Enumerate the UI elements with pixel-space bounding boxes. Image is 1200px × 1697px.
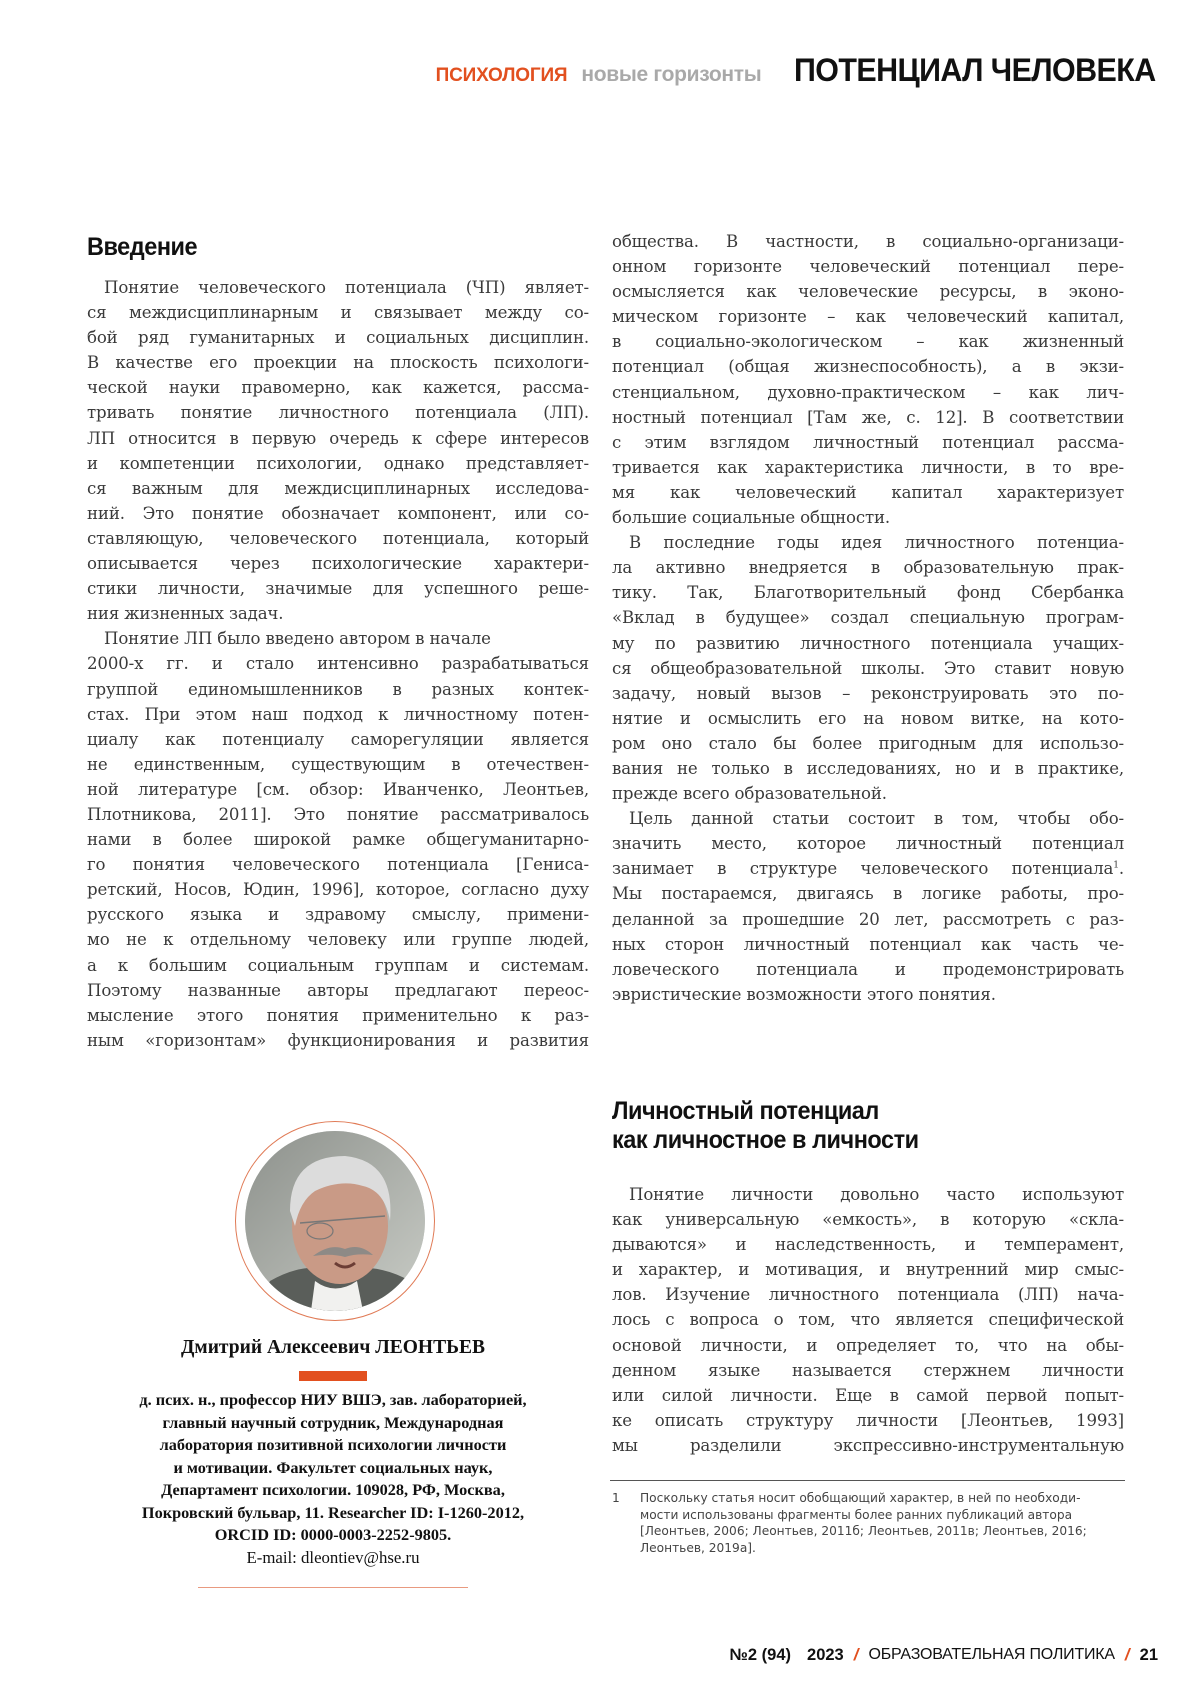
text-line: ставляющую, человеческого потенциала, который <box>87 528 589 548</box>
text-line: описывается через психологические характери- <box>87 554 589 574</box>
left-column <box>87 233 589 1053</box>
section2-heading-line: как личностное в личности <box>612 1126 919 1154</box>
text-line: стики личности, значимые для успешного реше- <box>87 579 589 599</box>
text-line: ла активно внедряется в образовательную прак- <box>612 558 1124 578</box>
text-line: ся важным для междисциплинарных исследова- <box>87 478 589 498</box>
section2-heading-line: Личностный потенциал <box>612 1097 879 1125</box>
section-title: ПОТЕНЦИАЛ ЧЕЛОВЕКА <box>794 52 1156 88</box>
text-line: потенциал (общая жизнеспособность), а в экзи- <box>612 357 1124 377</box>
slash-separator-icon: / <box>853 1645 859 1664</box>
text-line: В качестве его проекции на плоскость психологи- <box>87 353 589 373</box>
subrubric-label: новые горизонты <box>581 63 762 86</box>
text-line: дываются» и наследственность, и темперамент, <box>612 1235 1124 1255</box>
author-photo-frame <box>235 1121 435 1321</box>
text-line: стенциальном, духовно-практическом – как лич- <box>612 382 1124 402</box>
footnote-line: [Леонтьев, 2006; Леонтьев, 2011б; Леонтьев, 2011в; Леонтьев, 2016; <box>640 1524 1087 1538</box>
affiliation-line: и мотивации. Факультет социальных наук, <box>173 1457 493 1477</box>
issue-number: №2 (94) <box>729 1645 792 1664</box>
section2-heading <box>612 1097 938 1155</box>
affiliation-line: Покровский бульвар, 11. Researcher ID: I-1260-2012, <box>141 1502 525 1522</box>
text-line: общества. В частности, в социально-организаци- <box>612 232 1124 251</box>
text-line: денном языке называется стержнем личности <box>612 1360 1124 1380</box>
text-line: и компетенции психологии, однако представляет- <box>87 453 589 473</box>
text-line: группой единомышленников в разных контек- <box>87 679 589 699</box>
text-line: задачу, новый вызов – реконструировать это по- <box>612 683 1124 703</box>
text-line: мо не к отдельному человеку или группе людей, <box>87 930 589 950</box>
text-line: Понятие человеческого потенциала (ЧП) являет- <box>104 278 589 297</box>
text-line: тику. Так, Благотворительный фонд Сбербанка <box>612 583 1124 603</box>
text-line: ловеческого потенциала и продемонстрировать <box>612 959 1124 979</box>
footnote-line: Поскольку статья носит обобщающий характер, в ней по необходи- <box>640 1491 1081 1505</box>
author-photo <box>245 1131 425 1311</box>
text-line: 2000-х гг. и стало интенсивно разрабатываться <box>87 654 589 674</box>
intro-heading: Введение <box>87 233 198 261</box>
text-line: ЛП относится в первую очередь к сфере интересов <box>87 428 589 448</box>
journal-name: ОБРАЗОВАТЕЛЬНАЯ ПОЛИТИКА <box>868 1646 1115 1663</box>
text-line: или силой личности. Еще в самой первой попыт- <box>612 1385 1124 1405</box>
text-line: ний. Это понятие обозначает компонент, или со- <box>87 503 589 523</box>
text-line: деланной за прошедшие 20 лет, рассмотреть с раз- <box>612 909 1124 929</box>
text-line: Поэтому названные авторы предлагают переос- <box>87 980 589 1000</box>
text-line: эвристические возможности этого понятия. <box>612 984 996 1004</box>
text-line: онном горизонте человеческий потенциал пере- <box>612 257 1124 277</box>
text-segment: . <box>1118 859 1124 879</box>
text-line: циалу как потенциалу саморегуляции является <box>87 729 589 749</box>
affiliation-line: лаборатория позитивной психологии личности <box>159 1435 507 1454</box>
accent-bar <box>299 1371 367 1381</box>
text-line: как универсальную «емкость», в которую «скла- <box>612 1210 1124 1230</box>
footnote-divider <box>610 1480 1125 1481</box>
text-line: ностный потенциал [Там же, с. 12]. В соответствии <box>612 407 1124 427</box>
text-line: В последние годы идея личностного потенциа- <box>629 533 1124 553</box>
footnote <box>612 1490 1122 1556</box>
text-line: бой ряд гуманитарных и социальных дисциплин. <box>87 328 589 348</box>
text-line: а к большим социальным группам и системам. <box>87 955 589 975</box>
author-name: Дмитрий Алексеевич ЛЕОНТЬЕВ <box>181 1337 485 1358</box>
text-line: Плотникова, 2011]. Это понятие рассматривалось <box>87 804 589 824</box>
text-line: мическом горизонте – как человеческий капитал, <box>612 307 1124 327</box>
text-line: большие социальные общности. <box>612 508 891 528</box>
author-divider <box>198 1587 468 1588</box>
page-footer <box>730 1645 1158 1665</box>
running-header <box>436 52 1156 89</box>
text-line: нами в более широкой рамке общегуманитарно- <box>87 830 589 850</box>
text-line: осмысляется как человеческие ресурсы, в эконо- <box>612 282 1124 302</box>
affiliation-line: Департамент психологии. 109028, РФ, Москва, <box>161 1480 505 1499</box>
text-line: вания не только в исследованиях, но и в практике, <box>612 758 1124 778</box>
text-line: тривается как характеристика личности, в то вре- <box>612 457 1124 477</box>
affiliation-line: д. псих. н., профессор НИУ ВШЭ, зав. лабораторией, <box>139 1390 527 1409</box>
text-line: Мы постараемся, двигаясь в логике работы, про- <box>612 884 1124 904</box>
footnote-number: 1 <box>612 1491 620 1505</box>
text-line: ретский, Носов, Юдин, 1996], которое, согласно духу <box>87 880 589 900</box>
text-segment: занимает в структуре человеческого потенциала <box>612 859 1114 879</box>
footnote-line: мости использованы фрагменты более ранних публикаций автора <box>640 1507 1073 1522</box>
text-line: с этим взглядом личностный потенциал рассма- <box>612 432 1124 452</box>
text-line: лов. Изучение личностного потенциала (ЛП) нача- <box>612 1285 1124 1305</box>
text-line: Цель данной статьи состоит в том, чтобы обо- <box>629 809 1124 829</box>
page-number: 21 <box>1139 1645 1158 1664</box>
text-line: «Вклад в будущее» создал специальную програм- <box>612 608 1124 628</box>
text-line: ся общеобразовательной школы. Это ставит новую <box>612 658 1124 678</box>
footnote-text <box>640 1490 1087 1556</box>
text-line: мы разделили экспрессивно-инструментальную <box>612 1435 1124 1455</box>
footnote-ref[interactable]: 1 <box>1113 860 1119 871</box>
text-line: не единственным, существующим в отечествен- <box>87 754 589 774</box>
text-line: ке описать структуру личности [Леонтьев, 1993] <box>612 1410 1124 1430</box>
slash-separator-icon: / <box>1124 1645 1130 1664</box>
text-line: ных сторон личностный потенциал как часть че- <box>612 934 1124 954</box>
text-line: лось с вопроса о том, что является специфической <box>612 1310 1124 1330</box>
text-line: му по развитию личностного потенциала учащих- <box>612 633 1124 653</box>
issue-year: 2023 <box>807 1645 844 1664</box>
text-line: ной литературе [см. обзор: Иванченко, Леонтьев, <box>87 779 589 799</box>
text-line: тривать понятие личностного потенциала (ЛП). <box>87 403 589 423</box>
text-line: мысление этого понятия применительно к раз- <box>87 1005 589 1025</box>
text-line: ся междисциплинарным и связывает между со- <box>87 303 589 323</box>
text-line: значить место, которое личностный потенциал <box>612 834 1124 854</box>
section2-body <box>612 1182 1124 1458</box>
affiliation-line: ORCID ID: 0000-0003-2252-9805. <box>214 1525 452 1544</box>
affiliation-line: главный научный сотрудник, Международная <box>162 1412 504 1432</box>
text-line: го понятия человеческого потенциала [Гениса- <box>87 855 589 875</box>
author-info-block <box>108 1335 558 1588</box>
text-line: ния жизненных задач. <box>87 604 284 624</box>
text-line: русского языка и здравому смыслу, примени- <box>87 905 589 925</box>
rubric-label: ПСИХОЛОГИЯ <box>435 65 568 86</box>
intro-paragraphs <box>87 275 589 1053</box>
text-line-with-footnote <box>612 856 1124 881</box>
text-line: в социально-экологическом – как жизненный <box>612 332 1124 352</box>
text-line: и характер, и мотивация, и внутренний мир смыс- <box>612 1260 1124 1280</box>
text-line: Понятие ЛП было введено автором в начале <box>104 629 491 649</box>
text-line: основой личности, и определяет то, что на обы- <box>612 1335 1124 1355</box>
text-line: нятие и осмыслить его на новом витке, на кото- <box>612 708 1124 728</box>
text-line: стах. При этом наш подход к личностному потен- <box>87 704 589 724</box>
footnote-line: Леонтьев, 2019а]. <box>640 1540 756 1555</box>
text-line: мя как человеческий капитал характеризует <box>612 482 1124 502</box>
author-affiliation <box>108 1389 558 1547</box>
right-column <box>612 229 1124 1007</box>
portrait-illustration <box>245 1131 425 1311</box>
text-line: ческой науки правомерно, как кажется, рассма- <box>87 378 589 398</box>
text-line: ным «горизонтам» функционирования и развития <box>87 1030 589 1050</box>
text-line: прежде всего образовательной. <box>612 784 887 804</box>
text-line: Понятие личности довольно часто используют <box>629 1185 1124 1204</box>
author-email[interactable]: E-mail: dleontiev@hse.ru <box>246 1547 420 1567</box>
text-line: ром оно стало бы более пригодным для использо- <box>612 733 1124 753</box>
